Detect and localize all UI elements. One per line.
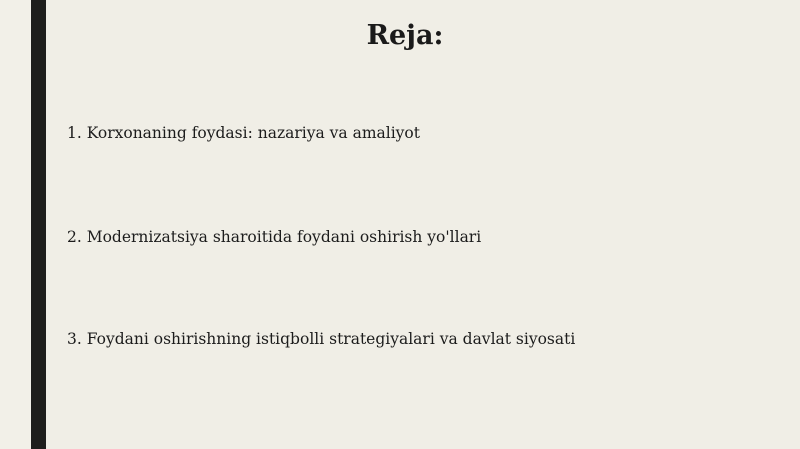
slide-title: Reja: [366,20,444,51]
slide-left-margin [0,0,31,449]
plan-item-3: 3. Foydani oshirishning istiqbolli strategiyalari va davlat siyosati [67,330,576,348]
plan-item-2: 2. Modernizatsiya sharoitida foydani oshirish yo'llari [67,228,482,246]
plan-item-1: 1. Korxonaning foydasi: nazariya va amaliyot [67,124,420,142]
accent-vertical-bar [31,0,46,449]
